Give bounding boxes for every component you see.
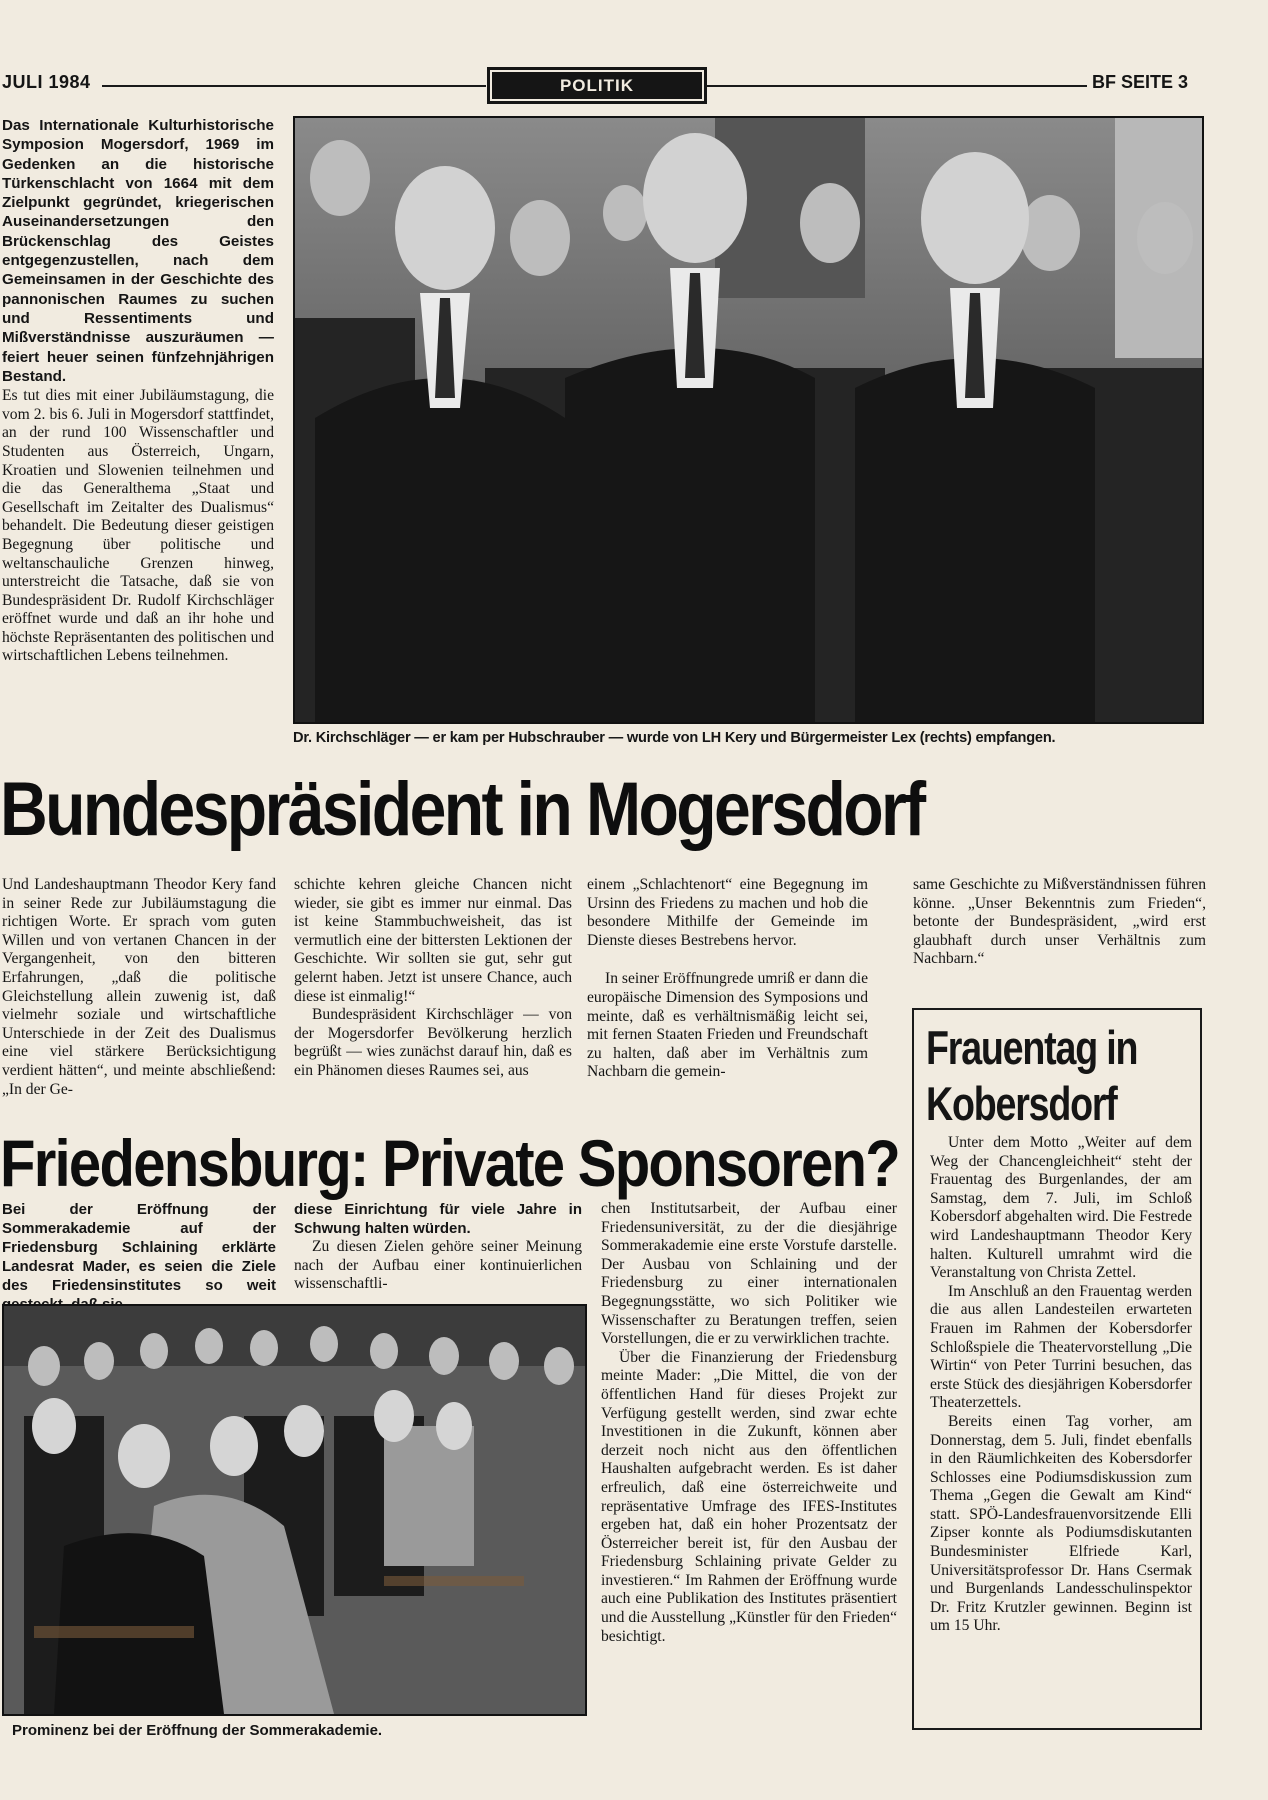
article1-col3a: einem „Schlachtenort“ eine Begegnung im Ursinn des Friedens zu machen und hob die besondere Mithilfe der Gemeinde im Dienste dieses Bestrebens hervor. (587, 876, 868, 949)
article2-col2b: Zu diesen Zielen gehöre seiner Meinung nach der Aufbau einer kontinuierlichen wissenschaftli- (294, 1238, 582, 1293)
sidebar-text (930, 1134, 1192, 1724)
intro-body: Es tut dies mit einer Jubiläumstagung, die vom 2. bis 6. Juli in Mogersdorf stattfindet, an der rund 100 Wissenschaftler und Studenten aus Österreich, Ungarn, Kroatien und Slowenien teilnehmen und die das Generalthema „Staat und Gesellschaft im Zeitalter des Dualismus“ behandelt. Die Bedeutung dieser geistigen Begegnung über politische und weltanschauliche Grenzen hinweg, unterstreicht die Tatsache, daß sie von Bundespräsident Dr. Rudolf Kirchschläger eröffnet wurde und daß an ihr hohe und höchste Repräsentanten des politischen und wirtschaftlichen Lebens teilnehmen. (2, 387, 274, 665)
article2-col3a: chen Institutsarbeit, der Aufbau einer Friedensuniversität, zu der die diesjährige Sommerakademie eine erste Vorstufe darstelle. Der Ausbau von Schlaining und der Friedensburg zu einer internationalen Begegnungsstätte, wo sich Politiker wie Wissenschafter zu Beratungen treffen, seien Vorstellungen, die er zu verwirklichen trachte. (601, 1200, 897, 1348)
sidebar-title-line1: Frauentag in (926, 1021, 1138, 1074)
photo-sommerakademie (2, 1304, 587, 1716)
article2-col1: Bei der Eröffnung der Sommerakademie auf der Friedensburg Schlaining erklärte Landesrat Mader, es seien die Ziele des Friedensinstitutes so weit (2, 1201, 276, 1294)
photo-reception-caption: Dr. Kirchschläger — er kam per Hubschrauber — wurde von LH Kery und Bürgermeister Lex (rechts) empfangen. (293, 730, 1056, 746)
photo-reception (293, 116, 1204, 724)
photo-sommerakademie-caption: Prominenz bei der Eröffnung der Sommerakademie. (12, 1722, 383, 1739)
article1-col2 (294, 876, 572, 1110)
article1-col1: Und Landeshauptmann Theodor Kery fand in seiner Rede zur Jubiläumstagung die richtigen Worte. Er sprach vom guten Willen und von vertanen Chancen in der Vergangenheit, von den bitteren Erfahrungen, „daß die politische Gleichstellung allein zuwenig ist, daß vielmehr soziale und wirtschaftliche Unterschiede in der Zeit des Dualismus eine viel stärkere Berücksichtigung verdient hätten“, und meinte abschließend: „In der Ge- (2, 876, 276, 1098)
sidebar-title (926, 1020, 1158, 1132)
intro-text (2, 116, 274, 752)
headline-friedensburg: Friedensburg: Private Sponsoren? (0, 1126, 899, 1200)
sidebar-p3: Bereits einen Tag vorher, am Donnerstag, dem 5. Juli, findet ebenfalls in den Räumlichkeiten des Kobersdorfer Schlosses eine Podiumsdiskussion zum Thema „Gegen die Gewalt am Kind“ statt. SPÖ-Landesfrauenvorsitzende Elli Zipser konnte als Podiumsdiskutanten Bundesminister Elfriede Karl, Universitätsprofessor Dr. Hans Csermak und Burgenlands Landesschulinspektor Dr. Fritz Krutzler gewinnen. Beginn ist um 15 Uhr. (930, 1412, 1192, 1635)
sidebar-title-line2: Kobersdorf (926, 1077, 1117, 1130)
section-label: POLITIK (487, 67, 707, 104)
intro-lead: Das Internationale Kulturhistorische Symposion Mogersdorf, 1969 im Gedenken an die historische Türkenschlacht von 1664 mit dem Zielpunkt gegründet, kriegerischen Auseinandersetzungen den Brückenschlag des Geistes entgegenzustellen, nach dem Gemeinsamen in der Geschichte des pannonischen Raumes zu suchen und Ressentiments und Mißverständnisse auszuräumen — feiert heuer seinen fünfzehnjährigen Bestand. (2, 117, 274, 385)
article1-col2a: schichte kehren gleiche Chancen nicht wieder, sie gibt es immer nur einmal. Das ist keine Stammbuchweisheit, das ist vermutlich eine der bittersten Lektionen der Geschichte. Wir sollten sie gut, sehr gut gelernt haben. Jetzt ist unsere Chance, auch diese ist einmalig!“ (294, 876, 572, 1005)
header-rule-left (102, 85, 486, 87)
article2-col2 (294, 1200, 582, 1296)
article1-col3 (587, 876, 868, 1110)
article2-col3 (601, 1200, 897, 1740)
header-rule-right (706, 85, 1087, 87)
header-date: JULI 1984 (2, 72, 91, 92)
photo-sommerakademie-image (4, 1306, 585, 1714)
page-number: BF SEITE 3 (1092, 72, 1189, 92)
article2-col3b: Über die Finanzierung der Friedensburg meinte Mader: „Die Mittel, die von der öffentlichen Hand für dieses Projekt zur Verfügung gestellt werden, sind zwar echte Investitionen in die Zukunft, können aber derzeit noch nicht aus den öffentlichen Haushalten aufgebracht werden. Es ist daher erfreulich, daß eine österreichweite und repräsentative Umfrage des IFES-Institutes ergeben hat, daß ein hoher Prozentsatz der Österreicher bereit ist, für den Ausbau der Friedensburg Schlaining private Gelder zu investieren.“ Im Rahmen der Eröffnung wurde auch eine Publikation des Institutes präsentiert und die Ausstellung „Künstler für den Frieden“ besichtigt. (601, 1348, 897, 1645)
sidebar-p1: Unter dem Motto „Weiter auf dem Weg der Chancengleichheit“ steht der Frauentag des Burgenlandes, der am Samstag, dem 7. Juli, im Schloß Kobersdorf abgehalten wird. Die Festrede wird Landeshauptmann Theodor Kery halten. Kulturell umrahmt wird die Veranstaltung von Christa Zettel. (930, 1134, 1192, 1282)
article2-col2a: diese Einrichtung für viele Jahre in Schwung halten würden. (294, 1201, 582, 1237)
article1-col4: same Geschichte zu Mißverständnissen führen könne. „Unser Bekenntnis zum Frieden“, betonte der Bundespräsident, „wird erst glaubhaft durch unser Verhältnis zum Nachbarn.“ (913, 876, 1206, 968)
headline-bundespraesident: Bundespräsident in Mogersdorf (0, 767, 924, 852)
photo-reception-image (295, 118, 1202, 722)
article1-col2b: Bundespräsident Kirchschläger — von der Mogersdorfer Bevölkerung herzlich begrüßt — wies zunächst darauf hin, daß es ein Phänomen dieses Raumes sei, aus (294, 1006, 572, 1079)
sidebar-p2: Im Anschluß an den Frauentag werden die aus allen Landesteilen erwarteten Frauen im Rahmen der Kobersdorfer Schloßspiele die Theatervorstellung „Die Wirtin“ von Peter Turrini besuchen, das erste Stück des diesjährigen Kobersdorfer Theaterzettels. (930, 1282, 1192, 1412)
sidebar-frauentag (912, 1008, 1202, 1730)
article1-col3b: In seiner Eröffnungrede umriß er dann die europäische Dimension des Symposions und meinte, daß es verhältnismäßig leicht sei, mit fernen Staaten Frieden und Freundschaft zu halten, daß aber im Verhältnis zum Nachbarn die gemein- (587, 970, 868, 1081)
